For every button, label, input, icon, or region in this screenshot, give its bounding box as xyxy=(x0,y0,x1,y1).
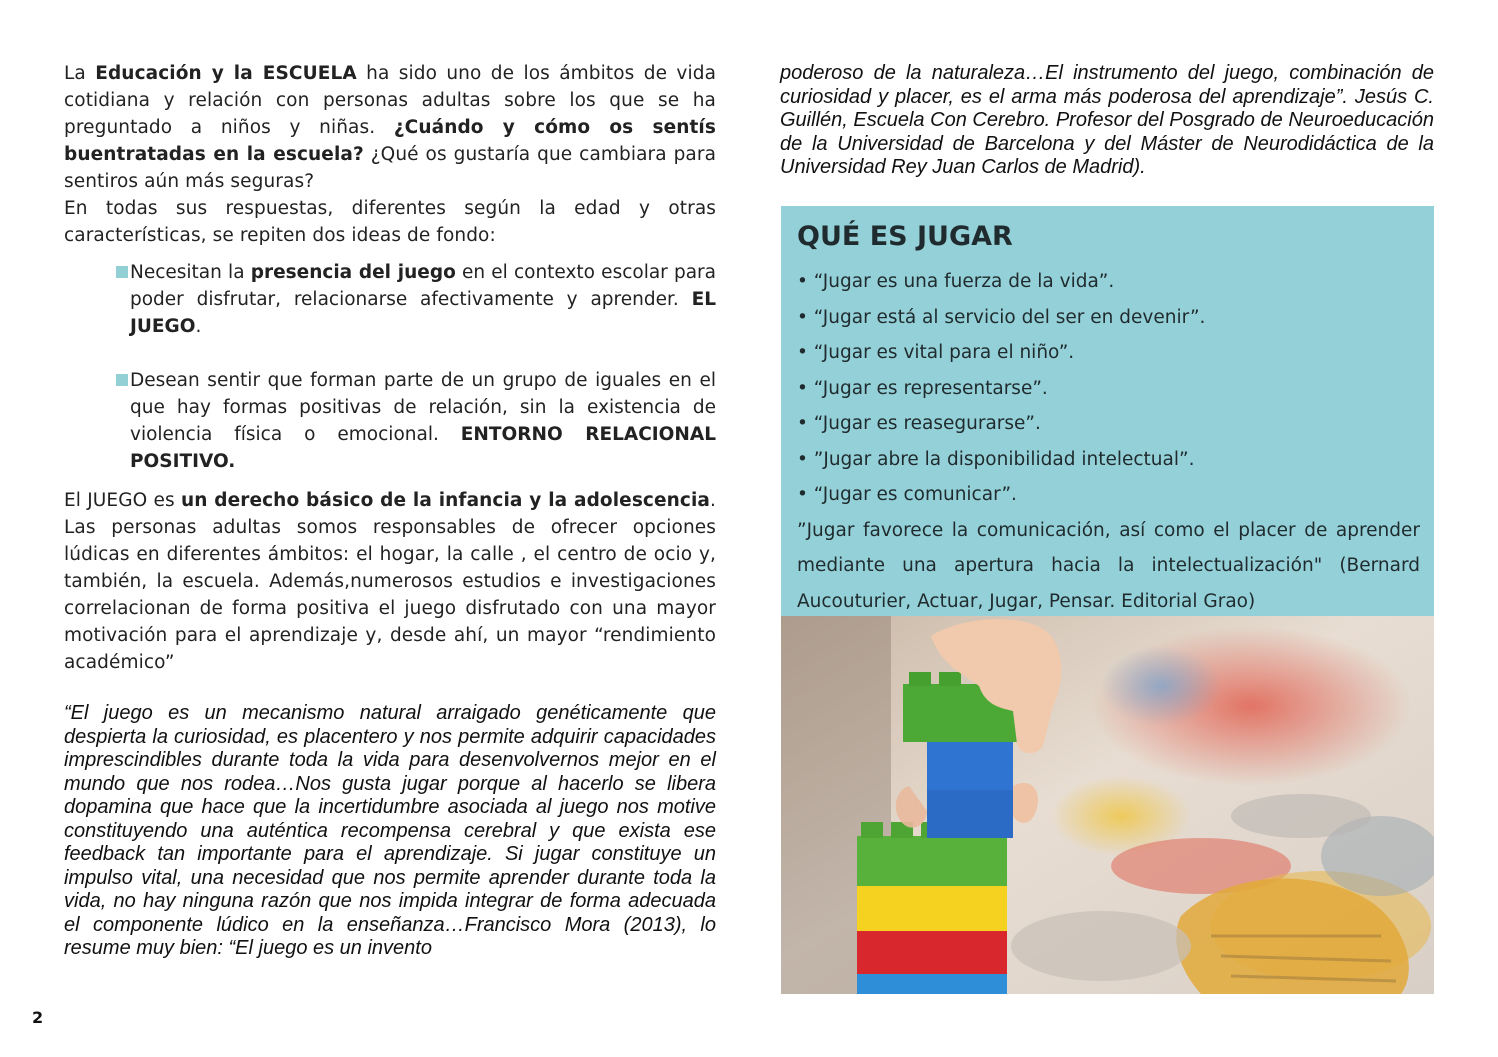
left-column xyxy=(64,60,716,961)
square-bullet-icon xyxy=(116,374,128,386)
aucouturier-quote: ”Jugar favorece la comunicación, así como el placer de aprender mediante una apertura hacia la intelectualización" (Bernard Aucouturier, Actuar, Jugar, Pensar. Editorial Grao) xyxy=(797,519,1420,612)
blocks-photo-illustration xyxy=(781,616,1434,994)
list-item: • “Jugar es una fuerza de la vida”. xyxy=(797,271,1115,292)
list-item: • “Jugar es reasegurarse”. xyxy=(797,413,1041,434)
list-item: • “Jugar está al servicio del ser en devenir”. xyxy=(797,306,1206,328)
square-bullet-icon xyxy=(116,266,128,278)
box-title: QUÉ ES JUGAR xyxy=(797,221,1013,252)
quote-guillen-part2: poderoso de la naturaleza…El instrumento del juego, combinación de curiosidad y placer, es el arma más poderosa del aprendizaje”. Jesús C. Guillén, Escuela Con Cerebro. Profesor del Posgrado de Neuroeducación de la Universidad de Barcelona y del Máster de Neurodidáctica de la Universidad Rey Juan Carlos de Madrid). xyxy=(780,62,1434,178)
child-building-blocks-photo xyxy=(781,616,1434,994)
list-item: • “Jugar es vital para el niño”. xyxy=(797,342,1075,363)
intro-paragraph: La Educación y la ESCUELA ha sido uno de los ámbitos de vida cotidiana y relación con personas adultas sobre los que se ha preguntado a niños y niñas. ¿Cuándo y cómo os sentís buentratadas en la escuela? ¿Qué os gustaría que cambiara para sentiros aún más seguras? xyxy=(64,63,717,192)
intro-paragraph-2: En todas sus respuestas, diferentes según la edad y otras características, se repiten dos ideas de fondo: xyxy=(64,198,716,246)
page-number: 2 xyxy=(32,1008,44,1027)
list-item: • “Jugar es comunicar”. xyxy=(797,484,1017,505)
list-item: • ”Jugar abre la disponibilidad intelectual”. xyxy=(797,448,1195,470)
bullet-list xyxy=(116,259,716,475)
list-item: • “Jugar es representarse”. xyxy=(797,377,1048,399)
bullet-item-juego: Necesitan la presencia del juego en el contexto escolar para poder disfrutar, relacionarse afectivamente y aprender. EL JUEGO. xyxy=(116,259,716,340)
bullet-item-entorno: Desean sentir que forman parte de un grupo de iguales en el que hay formas positivas de relación, sin la existencia de violencia física o emocional. ENTORNO RELACIONAL POSITIVO. xyxy=(116,367,716,475)
quote-guillen-part1: “El juego es un mecanismo natural arraigado genéticamente que despierta la curiosidad, es placentero y nos permite adquirir capacidades imprescindibles durante toda la vida para desenvolvernos mejor en el mundo que nos rodea…Nos gusta jugar porque al hacerlo se libera dopamina que hace que la incertidumbre asociada al juego nos motive constituyendo una auténtica recompensa cerebral y que exista ese feedback tan importante para el aprendizaje. Si jugar constituye un impulso vital, una necesidad que nos permite aprender durante toda la vida, no hay ninguna razón que nos impida integrar de forma adecuada el componente lúdico en la enseñanza…Francisco Mora (2013), lo resume muy bien: “El juego es un invento xyxy=(64,702,716,959)
que-es-jugar-box xyxy=(781,206,1434,616)
right-column xyxy=(780,62,1434,180)
derecho-paragraph: El JUEGO es un derecho básico de la infancia y la adolescencia. Las personas adultas somos responsables de ofrecer opciones lúdicas en diferentes ámbitos: el hogar, la calle , el centro de ocio y, también, la escuela. Además,numerosos estudios e investigaciones correlacionan de forma positiva el juego disfrutado con una mayor motivación para el aprendizaje y, desde ahí, un mayor “rendimiento académico” xyxy=(64,490,716,673)
